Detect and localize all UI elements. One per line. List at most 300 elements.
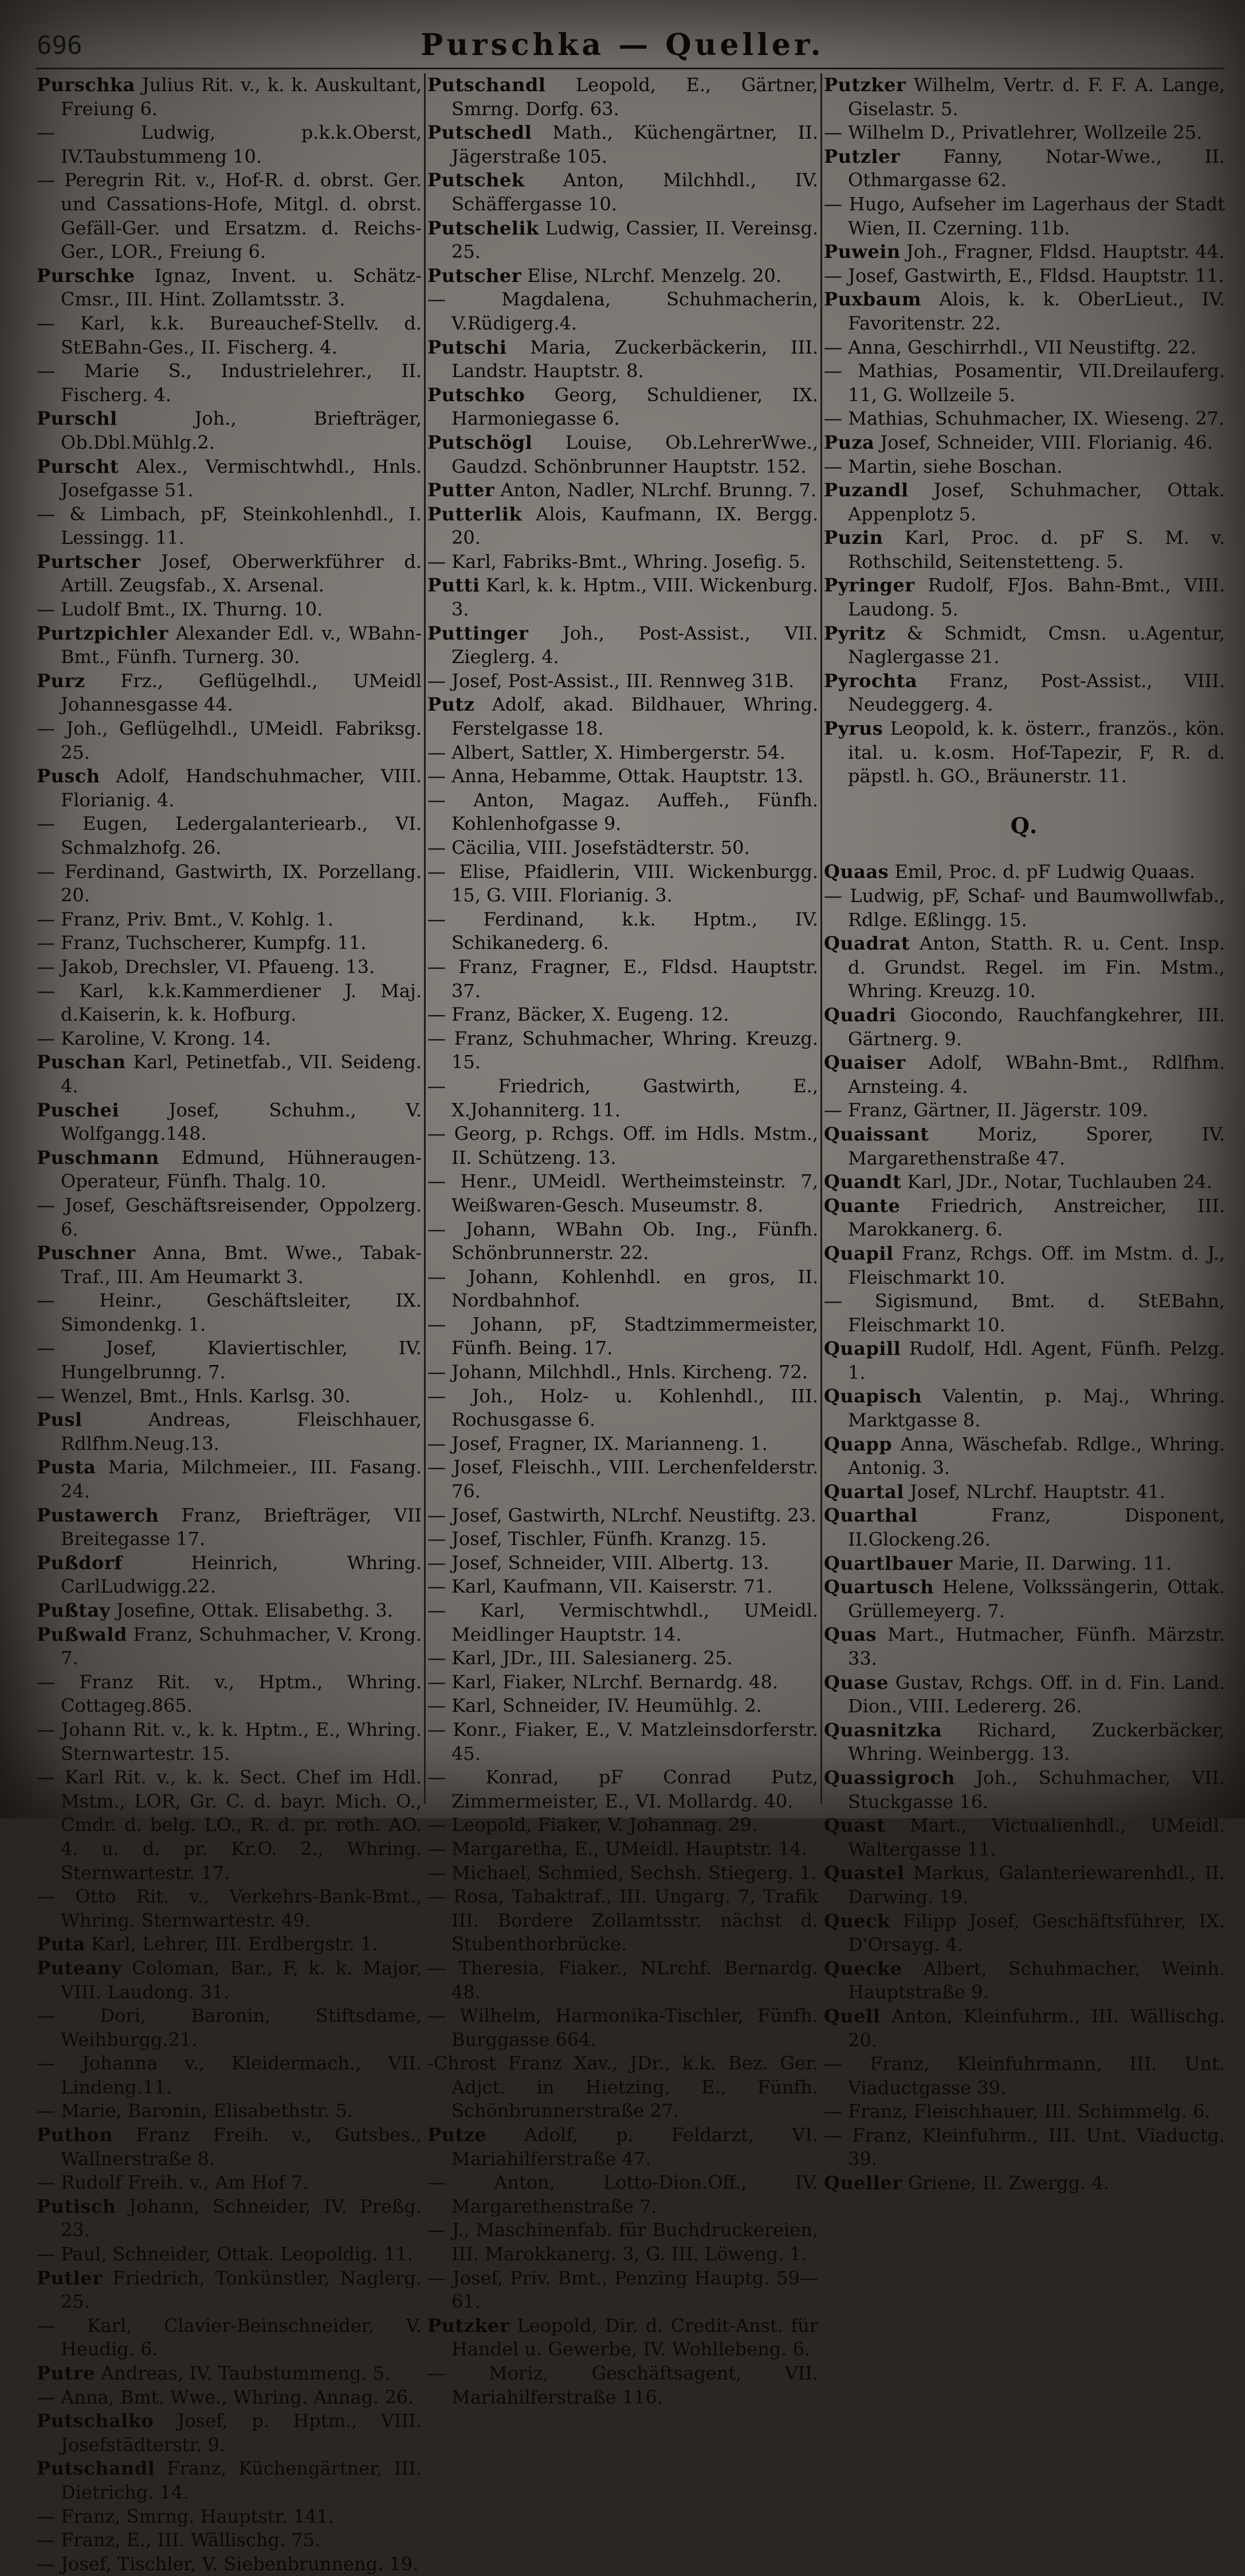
directory-entry [427,2362,818,2409]
directory-entry [427,1360,818,1385]
entry-details: Joh., Schuhmacher, VII. Stuckgasse 16. [848,1766,1225,1813]
entry-details: Anton, Milchhdl., IV. Schäffergasse 10. [451,169,818,215]
directory-entry [824,264,1225,288]
directory-entry [427,1265,818,1313]
entry-details: — Johann Rit. v., k. k. Hptm., E., Whring. Sternwartestr. 15. [37,1718,422,1765]
entry-surname: Puta [37,1933,85,1955]
entry-surname: Quecke [824,1957,902,1979]
entry-details: — Sigismund, Bmt. d. StEBahn, Fleischmarkt 10. [824,1290,1225,1336]
entry-details: — Johann, WBahn Ob. Ing., Fünfh. Schönbrunnerstr. 22. [427,1218,818,1264]
directory-entry [824,479,1225,526]
entry-details: — Magdalena, Schuhmacherin, V.Rüdigerg.4. [427,288,818,334]
entry-details: Karl, Petinetfab., VII. Seideng. 4. [61,1051,422,1097]
directory-entry [824,359,1225,407]
directory-entry [427,1766,818,1813]
entry-details: Anton, Statth. R. u. Cent. Insp. d. Grundst. Regel. im Fin. Mstm., Whring. Kreuzg. 10. [848,932,1225,1002]
directory-entry [37,2267,422,2314]
entry-surname: Putisch [37,2195,116,2217]
entry-details: Leopold, E., Gärtner, Smrng. Dorfg. 63. [451,74,818,120]
entry-surname: Putz [427,693,475,716]
directory-entry [427,550,818,574]
directory-entry [37,359,422,407]
directory-entry [427,121,818,168]
entry-surname: Pusta [37,1456,96,1479]
directory-entry [37,73,422,121]
entry-details: — Johann, Kohlenhdl. en gros, II. Nordbahnhof. [427,1265,818,1312]
entry-details: — Paul, Schneider, Ottak. Leopoldig. 11. [37,2243,413,2265]
entry-details: — Margaretha, E., UMeidl. Hauptstr. 14. [427,1837,808,1860]
entry-surname: Pyritz [824,622,886,644]
entry-surname: Queck [824,1910,890,1932]
directory-entry [824,1766,1225,1814]
entry-details: — Elise, Pfaidlerin, VIII. Wickenburgg. 15, G. VIII. Florianig. 3. [427,860,818,907]
entry-details: — Karl, Clavier-Beinschneider, V. Heudig. 6. [37,2314,422,2361]
entry-surname: Quarthal [824,1504,918,1527]
directory-entry [824,2005,1225,2052]
directory-entry [37,1146,422,1194]
entry-details: Edmund, Hühneraugen-Operateur, Fünfh. Thalg. 10. [61,1146,422,1193]
entry-details: Franz, Post-Assist., VIII. Neudeggerg. 4. [848,669,1225,716]
column-1 [37,73,422,2575]
directory-entry [37,2386,422,2410]
directory-entry [824,193,1225,240]
directory-entry [427,669,818,693]
entry-details: — Ludwig, p.k.k.Oberst, IV.Taubstummeng 10. [37,121,422,167]
directory-entry [37,1956,422,2004]
directory-entry [427,789,818,836]
entry-surname: Puwein [824,241,901,263]
directory-entry [427,1456,818,1503]
directory-entry [37,1766,422,1885]
directory-entry [37,2505,422,2529]
entry-details: — Karl, JDr., III. Salesianerg. 25. [427,1647,733,1669]
entry-surname: Quartusch [824,1576,934,1598]
entry-details: Adolf, Handschuhmacher, VIII. Florianig. 4. [61,765,422,811]
entry-details: Valentin, p. Maj., Whring. Marktgasse 8. [848,1385,1225,1432]
entry-details: — Ferdinand, Gastwirth, IX. Porzellang. 20. [37,860,422,907]
directory-entry [37,931,422,955]
directory-entry [824,1861,1225,1909]
entry-surname: Quapill [824,1338,901,1360]
entry-surname: Quapisch [824,1385,922,1407]
entry-details: — Rudolf Freih. v., Am Hof 7. [37,2171,309,2194]
directory-entry [37,1336,422,1384]
entry-details: — Ferdinand, k.k. Hptm., IV. Schikanederg. 6. [427,908,818,954]
entry-surname: Quaiser [824,1052,906,1074]
entry-details: — Franz Rit. v., Hptm., Whring. Cottageg.865. [37,1671,422,1717]
entry-details: Anton, Nadler, NLrchf. Brunng. 7. [494,479,817,501]
directory-entry [37,2123,422,2171]
directory-entry [427,2218,818,2266]
entry-surname: Pußdorf [37,1551,123,1574]
entry-details: — Josef, Schneider, VIII. Albertg. 13. [427,1551,769,1574]
directory-entry [427,1694,818,1718]
directory-entry [824,336,1225,360]
entry-details: — Franz, Tuchscherer, Kumpfg. 11. [37,932,367,954]
entry-details: Franz, Küchengärtner, III. Dietrichg. 14. [61,2457,422,2503]
entry-details: — Franz, Gärtner, II. Jägerstr. 109. [824,1099,1148,1122]
entry-details: — Georg, p. Rchgs. Off. im Hdls. Mstm., II. Schützeng. 13. [427,1123,818,1169]
directory-entry [37,1099,422,1146]
entry-details: — Joh., Holz- u. Kohlenhdl., III. Rochusgasse 6. [427,1385,818,1431]
entry-surname: Putti [427,574,480,597]
entry-surname: Pusch [37,765,100,787]
column-3 [824,73,1225,2194]
entry-surname: Putze [427,2124,487,2146]
directory-entry [427,1218,818,1265]
entry-surname: Purtscher [37,550,141,573]
directory-entry [824,1242,1225,1289]
column-divider-1 [424,73,426,1804]
directory-entry [824,1480,1225,1504]
directory-entry [427,1718,818,1766]
directory-entry [427,1003,818,1027]
entry-details: — Jakob, Drechsler, VI. Pfaueng. 13. [37,955,375,978]
entry-details: — Franz, Bäcker, X. Eugeng. 12. [427,1003,729,1026]
entry-details: Moriz, Sporer, IV. Margarethenstraße 47. [848,1123,1225,1169]
entry-surname: Purschke [37,264,135,287]
entry-details: Maria, Milchmeier., III. Fasang. 24. [61,1456,422,1503]
entry-surname: Putschögl [427,431,533,453]
directory-entry [37,598,422,622]
entry-details: — Martin, siehe Boschan. [824,455,1063,477]
directory-entry [427,336,818,383]
directory-entry [824,1385,1225,1432]
directory-entry [824,2124,1225,2171]
entry-details: — Leopold, Fiaker, V. Johannag. 29. [427,1814,758,1836]
entry-surname: Quartlbauer [824,1552,953,1574]
entry-details: — Rosa, Tabaktraf., III. Ungarg. 7, Trafik III. Bordere Zollamtsstr. nächst d. Stubenthorbrücke. [427,1885,818,1955]
entry-surname: Quadrat [824,932,910,955]
entry-details: Josef, NLrchf. Hauptstr. 41. [904,1480,1165,1503]
entry-details: Josef, Schneider, VIII. Florianig. 46. [874,431,1213,453]
directory-entry [824,407,1225,431]
directory-entry [37,812,422,860]
entry-details: Josef, Oberwerkführer d. Artill. Zeugsfab., X. Arsenal. [61,550,422,597]
entry-details: Adolf, akad. Bildhauer, Whring. Ferstelgasse 18. [451,693,818,740]
directory-entry [824,1504,1225,1551]
entry-surname: Putschedl [427,121,532,144]
entry-surname: Putschi [427,336,507,358]
entry-details: Emil, Proc. d. pF Ludwig Quaas. [889,861,1196,883]
entry-details: — Wilhelm, Harmonika-Tischler, Fünfh. Burggasse 664. [427,2005,818,2050]
directory-entry [824,1957,1225,2005]
entry-surname: Pyrus [824,717,883,740]
directory-entry [824,73,1225,121]
entry-surname: Quaas [824,861,889,883]
directory-entry [427,693,818,740]
directory-entry [427,1646,818,1671]
entry-details: Franz, Disponent, II.Glockeng.26. [848,1504,1225,1551]
directory-entry [824,1194,1225,1242]
directory-entry [427,1575,818,1599]
directory-entry [37,669,422,717]
entry-details: Adolf, p. Feldarzt, VI. Mariahilferstraße 47. [451,2124,818,2170]
entry-details: — Franz, Kleinfuhrmann, III. Unt. Viaductgasse 39. [824,2053,1225,2099]
directory-entry [427,288,818,335]
entry-surname: Putschko [427,383,525,406]
directory-entry [427,1313,818,1360]
entry-details: Anton, Kleinfuhrm., III. Wällischg. 20. [848,2005,1225,2051]
directory-entry [427,1885,818,1956]
entry-details: — Peregrin Rit. v., Hof-R. d. obrst. Ger. und Cassations-Hofe, Mitgl. d. obrst. Gefäll-Ger. und Ersatzm. d. Reichs-Ger., LOR., Freiung 6. [37,169,422,263]
directory-entry [824,1051,1225,1099]
entry-surname: Putschelik [427,217,539,239]
directory-entry [427,860,818,908]
directory-entry [427,1504,818,1528]
entry-surname: Putterlik [427,503,523,525]
entry-surname: Purschka [37,74,135,96]
entry-details: — Henr., UMeidl. Wertheimsteinstr. 7, Weißwaren-Gesch. Museumstr. 8. [427,1170,818,1216]
directory-entry [824,1099,1225,1123]
entry-details: — Franz, Smrng. Hauptstr. 141. [37,2505,335,2527]
entry-details: — Karl, k.k.Kammerdiener J. Maj. d.Kaiserin, k. k. Hofburg. [37,979,422,1026]
entry-details: Heinrich, Whring. CarlLudwigg.22. [61,1551,422,1598]
entry-surname: Quadri [824,1003,897,1026]
entry-details: Frz., Geflügelhdl., UMeidl Johannesgasse 44. [61,669,422,716]
entry-surname: Quapil [824,1242,894,1264]
entry-details: — Josef, Tischler, V. Siebenbrunneng. 19. [37,2553,419,2575]
entry-details: Albert, Schuhmacher, Weinh. Hauptstraße 9. [848,1957,1225,2003]
directory-entry [37,2099,422,2123]
entry-details: Georg, Schuldiener, IX. Harmoniegasse 6. [451,383,818,430]
entry-details: Franz, Briefträger, VII Breitegasse 17. [61,1504,422,1550]
entry-details: -Chrost Franz Xav., JDr., k.k. Bez. Ger. Adjct. in Hietzing, E., Fünfh. Schönbrunnerstraße 27. [427,2052,818,2122]
directory-entry [824,1289,1225,1337]
entry-details: Helene, Volkssängerin, Ottak. Grüllemeyerg. 7. [848,1576,1225,1622]
directory-entry [37,1551,422,1599]
directory-entry [37,717,422,764]
entry-details: — Karl, k.k. Bureauchef-Stellv. d. StEBahn-Ges., II. Fischerg. 4. [37,312,422,358]
entry-details: — Dori, Baronin, Stiftsdame, Weihburgg.21. [37,2005,422,2050]
entry-details: Marie, II. Darwing. 11. [952,1552,1172,1574]
directory-entry [427,908,818,955]
entry-details: Karl, JDr., Notar, Tuchlauben 24. [901,1171,1212,1193]
entry-surname: Quase [824,1671,889,1693]
directory-entry [824,455,1225,479]
entry-surname: Queller [824,2172,902,2194]
entry-details: — Friedrich, Gastwirth, E., X.Johanniterg. 11. [427,1075,818,1121]
entry-details: — Franz, Fleischhauer, III. Schimmelg. 6. [824,2100,1211,2123]
entry-details: Josef, Schuhmacher, Ottak. Appenplotz 5. [848,479,1225,525]
entry-details: — Theresia, Fiaker., NLrchf. Bernardg. 48. [427,1956,818,2003]
entry-surname: Putschek [427,169,525,191]
section-letter-heading: Q. [1010,812,1039,838]
directory-entry [37,1599,422,1623]
entry-surname: Putschalko [37,2410,154,2432]
entry-surname: Quaissant [824,1123,929,1145]
directory-entry [37,168,422,264]
entry-details: Karl, Proc. d. pF S. M. v. Rothschild, Seitenstetteng. 5. [848,527,1225,573]
column-2 [427,73,818,2408]
entry-details: — Anton, Lotto-Dion.Off., IV. Margarethenstraße 7. [427,2171,818,2217]
entry-details: — Josef, Klaviertischler, IV. Hungelbrunng. 7. [37,1337,422,1383]
entry-details: — Albert, Sattler, X. Himbergerstr. 54. [427,741,786,763]
entry-details: Joh., Fragner, Fldsd. Hauptstr. 44. [900,241,1225,263]
directory-entry [37,1718,422,1766]
directory-entry [824,1433,1225,1480]
entry-details: — Josef, Tischler, Fünfh. Kranzg. 15. [427,1528,767,1550]
entry-surname: Quas [824,1624,877,1646]
entry-details: — Ludolf Bmt., IX. Thurng. 10. [37,598,323,621]
entry-details: — Wilhelm D., Privatlehrer, Wollzeile 25. [824,121,1203,144]
entry-details: — Anna, Geschirrhdl., VII Neustiftg. 22. [824,336,1197,358]
directory-entry [37,2553,422,2576]
entry-details: — J., Maschinenfab. für Buchdruckereien, III. Marokkanerg. 3, G. III. Löweng. 1. [427,2219,818,2265]
entry-surname: Pusl [37,1409,83,1431]
directory-entry [427,1027,818,1075]
entry-details: — Karl, Fiaker, NLrchf. Bernardg. 48. [427,1671,779,1693]
entry-surname: Puxbaum [824,288,922,311]
entry-details: — Johann, pF, Stadtzimmermeister, Fünfh. Being. 17. [427,1313,818,1359]
directory-entry [824,932,1225,1003]
entry-details: — Mathias, Schuhmacher, IX. Wieseng. 27. [824,407,1225,430]
directory-entry [37,1050,422,1098]
directory-entry [37,2362,422,2386]
entry-details: — Konrad, pF Conrad Putz, Zimmermeister, E., VI. Mollardg. 40. [427,1766,818,1812]
directory-entry [824,121,1225,145]
directory-entry [427,2267,818,2314]
header-rule [36,68,1224,69]
entry-details: — Heinr., Geschäftsleiter, IX. Simondenkg. 1. [37,1289,422,1335]
entry-details: Alois, k. k. OberLieut., IV. Favoritenstr. 22. [848,288,1225,334]
directory-entry [427,1170,818,1217]
directory-entry [37,979,422,1027]
directory-entry [37,550,422,598]
entry-details: Franz, Rchgs. Off. im Mstm. d. J., Fleischmarkt 10. [848,1242,1225,1288]
directory-entry [427,1837,818,1861]
directory-entry [37,1504,422,1551]
entry-details: — Franz, Kleinfuhrm., III. Unt. Viaductg. 39. [824,2124,1225,2170]
entry-details: Alois, Kaufmann, IX. Bergg. 20. [451,503,818,549]
entry-details: & Schmidt, Cmsn. u.Agentur, Naglergasse 21. [848,622,1225,668]
entry-details: — Josef, Priv. Bmt., Penzing Hauptg. 59—61. [427,2267,818,2313]
entry-details: Richard, Zuckerbäcker, Whring. Weinbergg. 13. [848,1719,1225,1765]
directory-entry [37,2171,422,2195]
entry-surname: Quasnitzka [824,1719,942,1741]
directory-entry [427,1075,818,1122]
entry-surname: Quell [824,2005,881,2027]
entry-surname: Putler [37,2267,103,2289]
entry-surname: Putre [37,2362,95,2384]
entry-details: Giocondo, Rauchfangkehrer, III. Gärtnerg. 9. [848,1003,1225,1050]
directory-entry [427,503,818,550]
directory-entry [427,431,818,479]
entry-details: — Karl, Vermischtwhdl., UMeidl. Meidlinger Hauptstr. 14. [427,1599,818,1645]
directory-entry [427,2171,818,2218]
entry-details: — Cäcilia, VIII. Josefstädterstr. 50. [427,837,750,858]
directory-entry [427,574,818,621]
entry-details: Mart., Hutmacher, Fünfh. Märzstr. 33. [848,1624,1225,1669]
entry-surname: Puschner [37,1242,136,1264]
entry-details: Gustav, Rchgs. Off. in d. Fin. Land. Dion., VIII. Ledererg. 26. [848,1671,1225,1718]
entry-details: — Mathias, Posamentir, VII.Dreilauferg. 11, G. Wollzeile 5. [824,360,1225,406]
directory-entry [427,1813,818,1837]
directory-entry [37,1289,422,1336]
directory-entry [37,1027,422,1051]
directory-entry [824,1003,1225,1051]
directory-entry [427,264,818,288]
entry-surname: Puschan [37,1051,126,1073]
directory-entry [37,622,422,669]
entry-details: — Franz, Priv. Bmt., V. Kohlg. 1. [37,908,333,930]
entry-surname: Puthon [37,2124,113,2146]
directory-entry [427,622,818,669]
entry-surname: Quast [824,1814,886,1837]
entry-surname: Quastel [824,1862,905,1884]
entry-details: — Josef, Geschäftsreisender, Oppolzerg. 6. [37,1194,422,1240]
entry-surname: Putzker [427,2314,510,2336]
directory-entry [427,217,818,264]
entry-details: Franz, Schuhmacher, V. Krong. 7. [61,1623,422,1669]
directory-entry [824,2171,1225,2195]
directory-entry [427,741,818,765]
directory-entry [37,955,422,979]
entry-details: — Wenzel, Bmt., Hnls. Karlsg. 30. [37,1385,351,1407]
entry-details: Friedrich, Tonkünstler, Naglerg. 25. [61,2267,422,2313]
entry-details: Fanny, Notar-Wwe., II. Othmargasse 62. [848,145,1225,191]
entry-details: — & Limbach, pF, Steinkohlenhdl., I. Lessingg. 11. [37,503,422,549]
entry-surname: Puza [824,431,875,453]
entry-details: — Joh., Geflügelhdl., UMeidl. Fabriksg. 25. [37,717,422,763]
directory-entry [824,431,1225,455]
entry-details: Alex., Vermischtwhdl., Hnls. Josefgasse 51. [61,455,422,501]
entry-details: Josef, p. Hptm., VIII. Josefstädterstr. 9. [61,2410,422,2456]
directory-entry [37,2052,422,2099]
entry-details: — Michael, Schmied, Sechsh. Stiegerg. 1. [427,1861,817,1884]
entry-details: Leopold, k. k. österr., französ., kön. ital. u. k.osm. Hof-Tapezir, F, R. d. päpstl. h. GO., Bräunerstr. 11. [848,717,1225,787]
entry-details: Karl, Lehrer, III. Erdbergstr. 1. [85,1933,378,1955]
directory-entry [824,288,1225,335]
entry-details: Franz Freih. v., Gutsbes., Wallnerstraße 8. [61,2124,422,2170]
entry-details: Wilhelm, Vertr. d. F. F. A. Lange, Giselastr. 5. [848,74,1225,120]
entry-details: — Josef, Gastwirth, E., Fldsd. Hauptstr. 11. [824,264,1224,287]
directory-entry [824,1814,1225,1861]
entry-details: — Hugo, Aufseher im Lagerhaus der Stadt Wien, II. Czerning. 11b. [824,193,1225,239]
directory-entry [37,2242,422,2267]
entry-surname: Pyrochta [824,669,918,692]
entry-details: — Marie S., Industrielehrer., II. Fischerg. 4. [37,360,422,406]
directory-entry [37,1241,422,1289]
directory-entry [824,717,1225,789]
directory-entry [824,1910,1225,1957]
directory-entry [37,503,422,550]
entry-details: — Franz, Fragner, E., Fldsd. Hauptstr. 37. [427,955,818,1002]
directory-entry [37,2528,422,2553]
directory-entry [824,1719,1225,1766]
directory-entry [427,1551,818,1575]
entry-surname: Putschandl [37,2457,155,2480]
directory-entry [37,1932,422,1956]
directory-entry [824,1337,1225,1385]
directory-entry [824,574,1225,621]
directory-entry [427,1385,818,1432]
directory-entry [427,383,818,431]
directory-entry [427,764,818,789]
entry-details: Anna, Bmt. Wwe., Tabak-Traf., III. Am Heumarkt 3. [61,1242,422,1288]
directory-entry [824,2100,1225,2124]
entry-details: — Karl Rit. v., k. k. Sect. Chef im Hdl. Mstm., LOR, Gr. C. d. bayr. Mich. O., Cmdr. d. belg. LO., R. d. pr. roth. AO. 4. u. d. pr. Kr.O. 2., Whring. Sternwartestr. 17. [37,1766,422,1884]
directory-entry [427,955,818,1003]
entry-details: — Josef, Fleischh., VIII. Lerchenfelderstr. 76. [427,1456,818,1503]
entry-details: Markus, Galanteriewarenhdl., II. Darwing. 19. [848,1862,1225,1908]
directory-entry [427,2123,818,2171]
entry-surname: Putscher [427,264,522,287]
entry-details: Anna, Wäschefab. Rdlge., Whring. Antonig. 3. [848,1433,1225,1479]
entry-details: — Franz, E., III. Wällischg. 75. [37,2529,321,2551]
directory-entry [427,2052,818,2123]
directory-entry [427,1527,818,1551]
